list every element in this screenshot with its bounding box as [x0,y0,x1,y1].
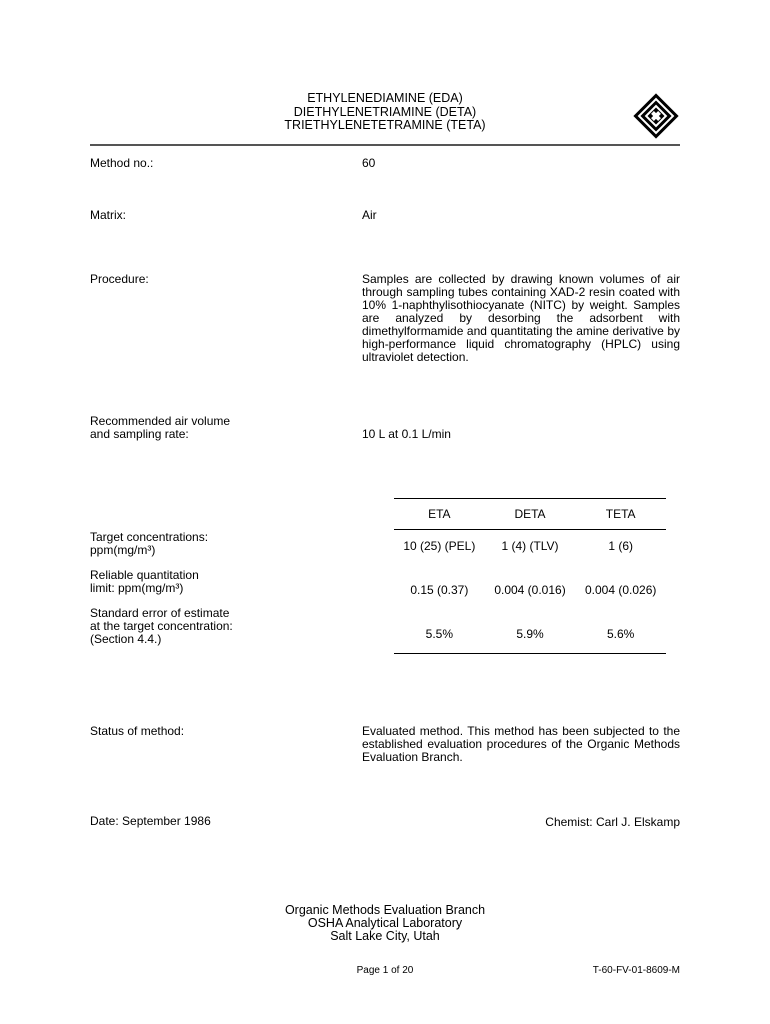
target-deta: 1 (4) (TLV) [501,539,559,553]
see-teta: 5.6% [607,627,635,641]
footer-address [200,904,570,943]
rql-label [90,569,199,595]
air-volume-label [90,415,230,441]
footer-line-3: Salt Lake City, Utah [330,929,440,943]
chemist-text: Chemist: Carl J. Elskamp [545,815,680,829]
procedure-value: Samples are collected by drawing known volumes of air through sampling tubes containing XAD-2 resin coated with 10% 1-naphthylisothiocyanate (NITC) by weight. Samples are analyzed by desorbing the adsorbent with dimethylformamide and quantitating the amine derivative by high-performance liquid chromatography (HPLC) using ultraviolet detection. [362,272,680,364]
target-label-line-2: ppm(mg/m³) [90,543,156,557]
target-label-line-1: Target concentrations: [90,530,209,544]
see-label-line-1: Standard error of estimate [90,606,230,620]
air-volume-label-line-1: Recommended air volume [90,414,231,428]
page-number: Page 1 of 20 [356,965,414,976]
matrix-value: Air [362,208,377,222]
status-value: Evaluated method. This method has been subjected to the established evaluation procedures of the Organic Methods Evaluation Branch. [362,724,680,764]
rql-eta: 0.15 (0.37) [410,583,469,597]
air-volume-label-line-2: and sampling rate: [90,427,189,441]
see-eta: 5.5% [425,627,454,641]
date-text: Date: September 1986 [90,814,211,828]
rql-teta: 0.004 (0.026) [584,583,657,597]
see-deta: 5.9% [516,627,544,641]
rql-label-line-2: limit: ppm(mg/m³) [90,581,184,595]
see-label-line-3: (Section 4.4.) [90,632,162,646]
header-rule [90,144,680,146]
air-volume-value: 10 L at 0.1 L/min [362,427,451,441]
see-label [90,607,233,646]
osha-diamond-logo-icon [632,92,680,140]
table-row [394,574,666,618]
see-label-line-2: at the target concentration: [90,619,233,633]
target-eta: 10 (25) (PEL) [403,539,476,553]
col-header-deta: DETA [514,507,546,521]
table-row [394,530,666,574]
col-header-eta: ETA [428,507,451,521]
rql-label-line-1: Reliable quantitation [90,568,199,582]
status-label: Status of method: [90,724,185,738]
target-label [90,531,208,557]
matrix-label: Matrix: [90,208,126,222]
footer-line-1: Organic Methods Evaluation Branch [284,903,486,917]
footer-line-2: OSHA Analytical Laboratory [307,916,463,930]
method-value: 60 [362,156,376,170]
table-row [394,618,666,653]
procedure-label: Procedure: [90,272,149,286]
document-title [200,92,570,133]
title-line-1: ETHYLENEDIAMINE (EDA) [307,91,463,105]
rql-deta: 0.004 (0.016) [494,583,566,597]
title-line-3: TRIETHYLENETETRAMINE (TETA) [284,118,486,132]
table-header-row [394,499,666,529]
target-teta: 1 (6) [608,539,634,553]
method-label: Method no.: [90,156,154,170]
document-code: T-60-FV-01-8609-M [592,965,680,976]
concentration-table [394,498,666,654]
title-line-2: DIETHYLENETRIAMINE (DETA) [293,104,477,119]
col-header-teta: TETA [605,507,636,521]
